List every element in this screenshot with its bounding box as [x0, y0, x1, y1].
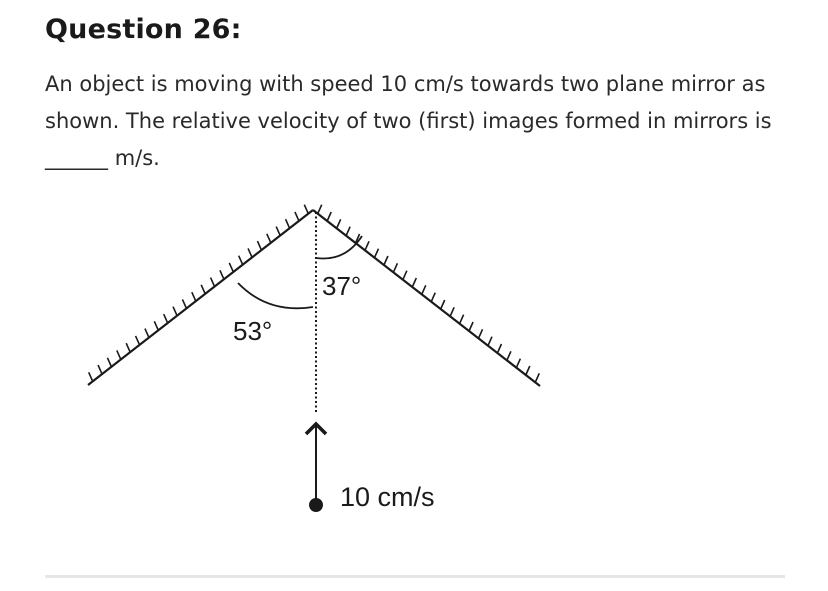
question-unit: m/s. — [114, 146, 160, 170]
hatch-mark — [220, 270, 224, 279]
object-dot — [309, 498, 323, 512]
hatch-mark — [374, 249, 378, 258]
hatch-mark — [304, 205, 308, 214]
speed-label: 10 cm/s — [340, 482, 435, 512]
right-angle-label: 37° — [322, 271, 362, 301]
hatch-mark — [229, 263, 233, 272]
hatch-mark — [154, 321, 158, 330]
question-title: Question 26: — [45, 14, 242, 45]
bottom-divider — [45, 575, 785, 578]
hatch-mark — [98, 365, 102, 374]
hatch-mark — [507, 351, 511, 360]
mirror-diagram — [0, 190, 828, 520]
hatch-mark — [441, 300, 445, 309]
question-text — [45, 66, 805, 177]
left-angle-arc — [238, 283, 313, 308]
hatch-mark — [164, 314, 168, 323]
hatch-mark — [469, 322, 473, 331]
hatch-mark — [497, 344, 501, 353]
hatch-mark — [318, 205, 322, 214]
hatch-mark — [488, 337, 492, 346]
hatch-mark — [431, 293, 435, 302]
left-angle-label: 53° — [233, 316, 273, 346]
hatch-mark — [239, 256, 243, 265]
left-mirror-hatching — [89, 205, 309, 382]
hatch-mark — [337, 219, 341, 228]
hatch-mark — [107, 358, 111, 367]
left-mirror — [88, 205, 313, 385]
hatch-mark — [248, 248, 252, 257]
answer-blank: ______ — [45, 146, 108, 170]
hatch-mark — [126, 343, 130, 352]
hatch-mark — [479, 329, 483, 338]
hatch-mark — [295, 212, 299, 221]
hatch-mark — [384, 256, 388, 265]
hatch-mark — [460, 315, 464, 324]
hatch-mark — [393, 263, 397, 272]
right-angle-arc — [316, 236, 362, 259]
hatch-mark — [201, 285, 205, 294]
hatch-mark — [365, 241, 369, 250]
hatch-mark — [89, 372, 93, 381]
hatch-mark — [173, 307, 177, 316]
hatch-mark — [257, 241, 261, 250]
question-body: An object is moving with speed 10 cm/s towards two plane mirror as shown. The relative velocity of two (first) images formed in mirrors is — [45, 72, 772, 133]
hatch-mark — [211, 278, 215, 287]
hatch-mark — [412, 278, 416, 287]
hatch-mark — [276, 227, 280, 236]
hatch-mark — [286, 219, 290, 228]
hatch-mark — [450, 307, 454, 316]
hatch-mark — [182, 299, 186, 308]
hatch-mark — [516, 359, 520, 368]
hatch-mark — [145, 329, 149, 338]
hatch-mark — [346, 227, 350, 236]
hatch-mark — [136, 336, 140, 345]
hatch-mark — [327, 212, 331, 221]
hatch-mark — [422, 285, 426, 294]
hatch-mark — [526, 366, 530, 375]
hatch-mark — [535, 373, 539, 382]
hatch-mark — [192, 292, 196, 301]
hatch-mark — [117, 350, 121, 359]
hatch-mark — [267, 234, 271, 243]
hatch-mark — [403, 271, 407, 280]
